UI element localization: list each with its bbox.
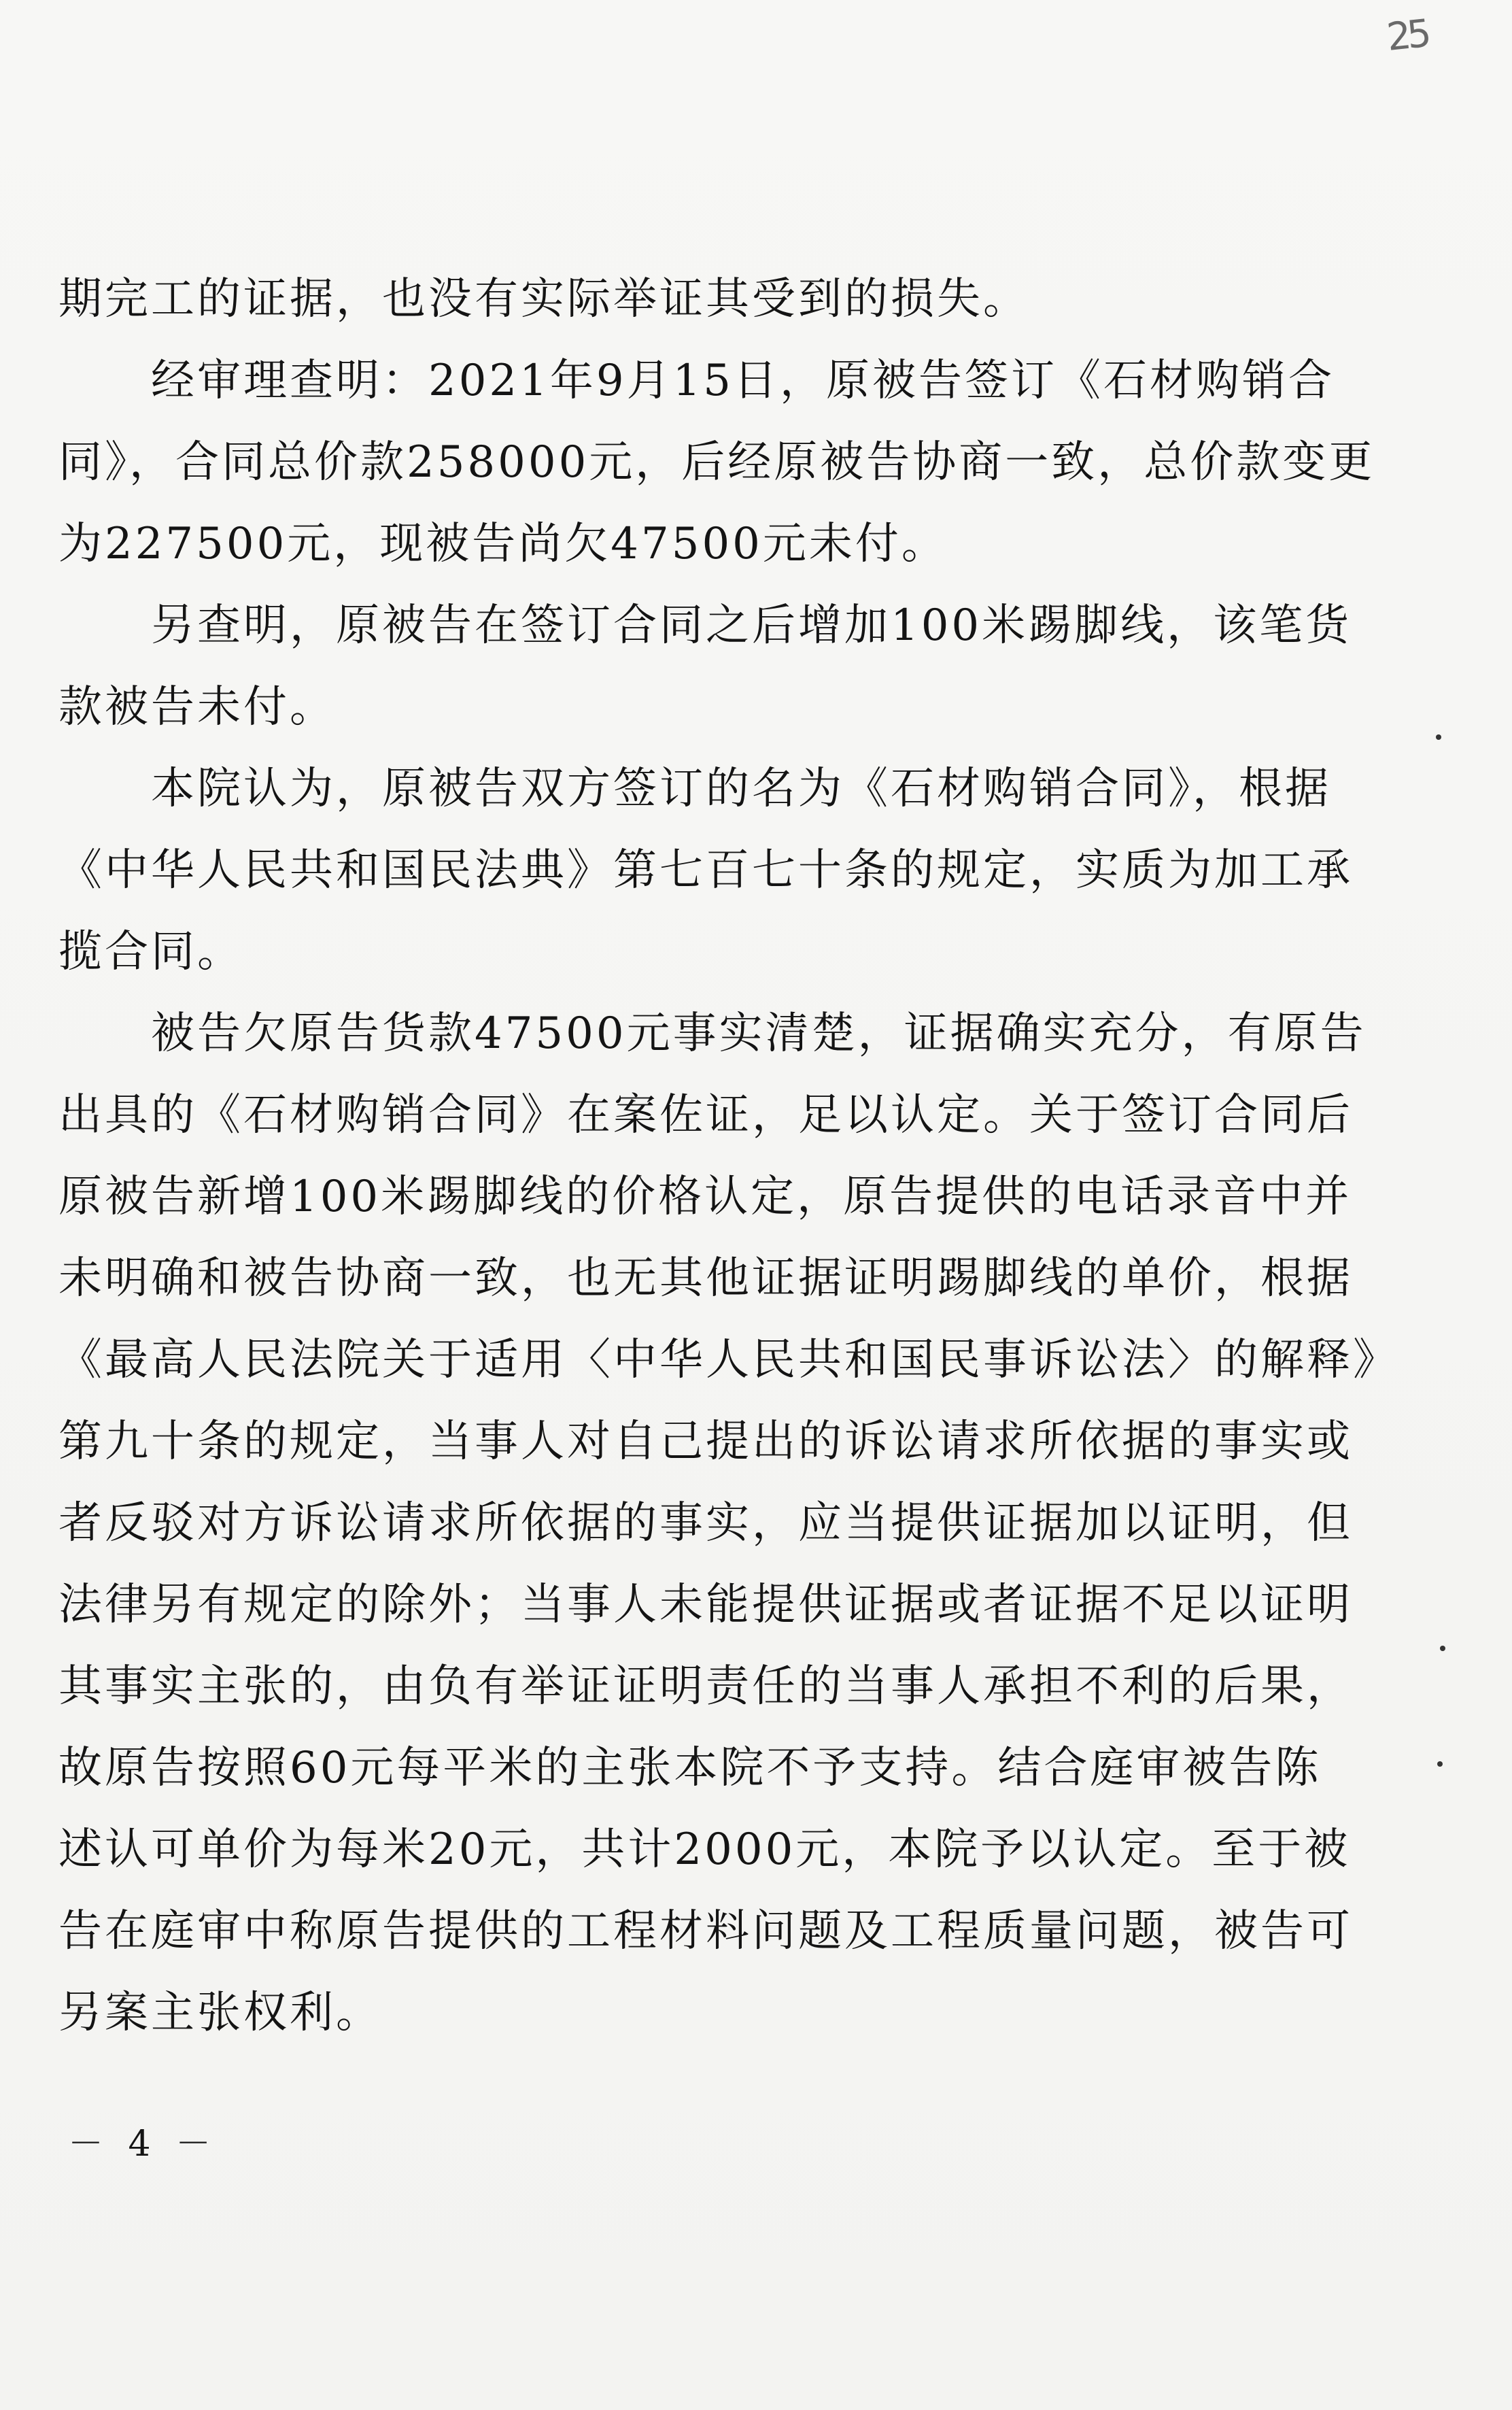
- text-line: 另案主张权利。: [58, 1988, 382, 2038]
- text-line: 为227500元，现被告尚欠47500元未付。: [58, 519, 948, 569]
- text-line: 原被告新增100米踢脚线的价格认定，原告提供的电话录音中并: [58, 1172, 1352, 1222]
- page-number: － 4 －: [68, 2124, 218, 2165]
- text-line: 另查明，原被告在签订合同之后增加100米踢脚线，该笔货: [58, 600, 1352, 651]
- text-line: 款被告未付。: [58, 682, 336, 732]
- text-line: 其事实主张的，由负有举证证明责任的当事人承担不利的后果，: [58, 1661, 1353, 1712]
- text-line: 第九十条的规定，当事人对自己提出的诉讼请求所依据的事实或: [58, 1416, 1353, 1467]
- text-line: 者反驳对方诉讼请求所依据的事实，应当提供证据加以证明，但: [58, 1498, 1353, 1548]
- text-line: 《中华人民共和国民法典》第七百七十条的规定，实质为加工承: [58, 845, 1353, 896]
- text-line: 经审理查明：2021年9月15日，原被告签订《石材购销合: [58, 356, 1335, 406]
- text-line: 揽合同。: [58, 927, 243, 977]
- scan-speck: [1436, 734, 1441, 740]
- text-line: 故原告按照60元每平米的主张本院不予支持。结合庭审被告陈: [58, 1743, 1322, 1793]
- text-line: 出具的《石材购销合同》在案佐证，足以认定。关于签订合同后: [58, 1090, 1353, 1140]
- text-line: 《最高人民法院关于适用〈中华人民共和国民事诉讼法〉的解释》: [58, 1335, 1399, 1385]
- text-line: 告在庭审中称原告提供的工程材料问题及工程质量问题，被告可: [58, 1906, 1353, 1956]
- text-line: 法律另有规定的除外；当事人未能提供证据或者证据不足以证明: [58, 1580, 1353, 1630]
- text-line: 期完工的证据，也没有实际举证其受到的损失。: [58, 274, 1029, 324]
- judgment-body-text: [58, 258, 1399, 2054]
- handwritten-page-mark: 25: [1384, 12, 1430, 60]
- text-line: 本院认为，原被告双方签订的名为《石材购销合同》，根据: [58, 764, 1331, 814]
- text-line: 述认可单价为每米20元，共计2000元，本院予以认定。至于被: [58, 1825, 1351, 1875]
- text-line: 同》，合同总价款258000元，后经原被告协商一致，总价款变更: [58, 437, 1375, 488]
- text-line: 未明确和被告协商一致，也无其他证据证明踢脚线的单价，根据: [58, 1253, 1353, 1304]
- scan-speck: [1437, 1761, 1443, 1767]
- text-line: 被告欠原告货款47500元事实清楚，证据确实充分，有原告: [58, 1008, 1367, 1059]
- scan-speck: [1440, 1646, 1445, 1651]
